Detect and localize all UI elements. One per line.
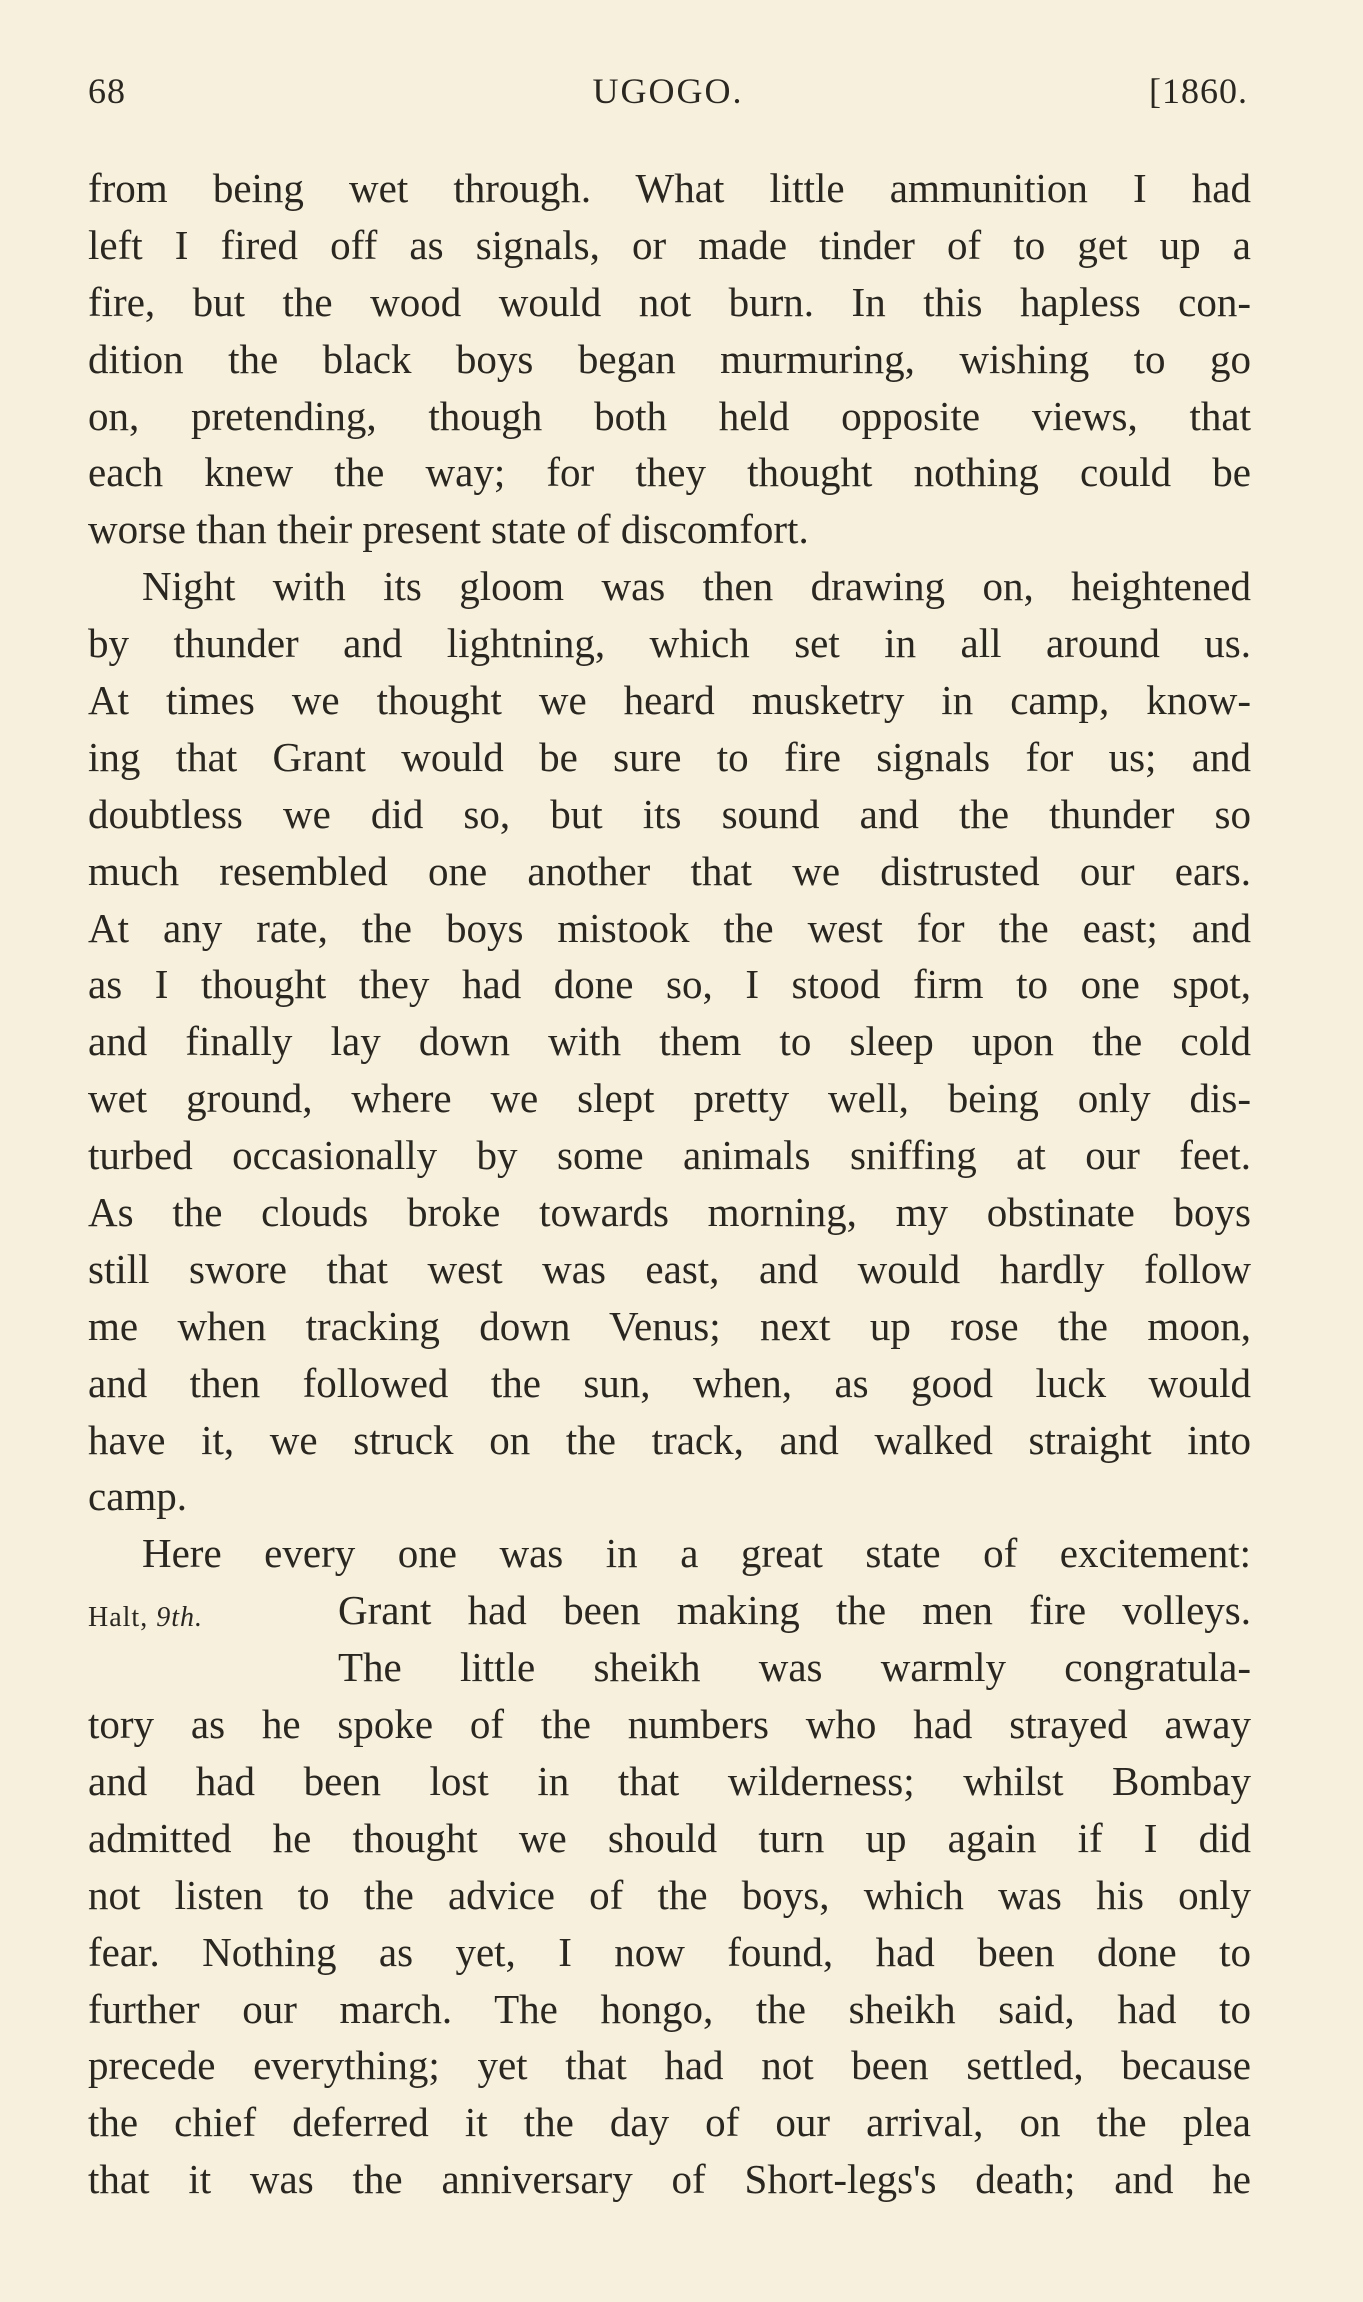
margin-note-label: Halt, — [88, 1602, 149, 1633]
margin-note — [88, 1602, 203, 1634]
text-line: left I fired off as signals, or made tinder of to get up a — [88, 221, 1251, 268]
text-line: doubtless we did so, but its sound and the thunder so — [88, 790, 1251, 837]
text-line: by thunder and lightning, which set in all around us. — [88, 620, 1251, 667]
text-line: ing that Grant would be sure to fire signals for us; and — [88, 733, 1251, 780]
text-line: At times we thought we heard musketry in camp, know- — [88, 677, 1251, 724]
text-line: from being wet through. What little ammunition I had — [88, 165, 1251, 211]
text-line: The little sheikh was warmly congratula- — [338, 1644, 1251, 1691]
text-line: camp. — [88, 1473, 188, 1520]
text-line: have it, we struck on the track, and walked straight into — [88, 1416, 1251, 1463]
page-number: 68 — [88, 71, 126, 111]
text-line: much resembled one another that we distrusted our ears. — [88, 847, 1251, 894]
page-header — [88, 70, 1248, 120]
text-line: and had been lost in that wilderness; whilst Bombay — [88, 1757, 1251, 1804]
text-line: fire, but the wood would not burn. In this hapless con- — [88, 278, 1251, 325]
text-line: and finally lay down with them to sleep upon the cold — [88, 1018, 1251, 1065]
text-line: turbed occasionally by some animals sniffing at our feet. — [88, 1132, 1251, 1179]
margin-note-date: 9th. — [156, 1602, 203, 1633]
text-line: Grant had been making the men fire volleys. — [338, 1587, 1251, 1634]
text-line: admitted he thought we should turn up again if I did — [88, 1814, 1251, 1861]
text-line: each knew the way; for they thought nothing could be — [88, 449, 1251, 496]
text-line: tory as he spoke of the numbers who had strayed away — [88, 1701, 1251, 1748]
text-line: further our march. The hongo, the sheikh said, had to — [88, 1985, 1251, 2032]
text-line: on, pretending, though both held opposite views, that — [88, 392, 1251, 439]
body-text — [88, 160, 1251, 2208]
text-line: Here every one was in a great state of excitement: — [142, 1530, 1251, 1577]
text-line: dition the black boys began murmuring, wishing to go — [88, 335, 1251, 382]
text-line: Night with its gloom was then drawing on, heightened — [142, 563, 1251, 610]
text-line: As the clouds broke towards morning, my obstinate boys — [88, 1189, 1251, 1236]
text-line: the chief deferred it the day of our arrival, on the plea — [88, 2099, 1251, 2146]
text-line: not listen to the advice of the boys, which was his only — [88, 1871, 1251, 1918]
text-line: At any rate, the boys mistook the west for the east; and — [88, 904, 1251, 951]
text-line: wet ground, where we slept pretty well, being only dis- — [88, 1075, 1251, 1122]
text-line: still swore that west was east, and would hardly follow — [88, 1245, 1251, 1292]
text-line: as I thought they had done so, I stood firm to one spot, — [88, 961, 1251, 1008]
text-line: that it was the anniversary of Short-legs's death; and he — [88, 2156, 1251, 2203]
header-year: [1860. — [1149, 71, 1248, 111]
running-title: UGOGO. — [592, 71, 744, 111]
text-line: me when tracking down Venus; next up rose the moon, — [88, 1302, 1251, 1349]
text-line: precede everything; yet that had not been settled, because — [88, 2042, 1251, 2089]
text-line: fear. Nothing as yet, I now found, had been done to — [88, 1928, 1251, 1975]
text-line: and then followed the sun, when, as good luck would — [88, 1359, 1251, 1406]
text-line: worse than their present state of discomfort. — [88, 506, 809, 553]
